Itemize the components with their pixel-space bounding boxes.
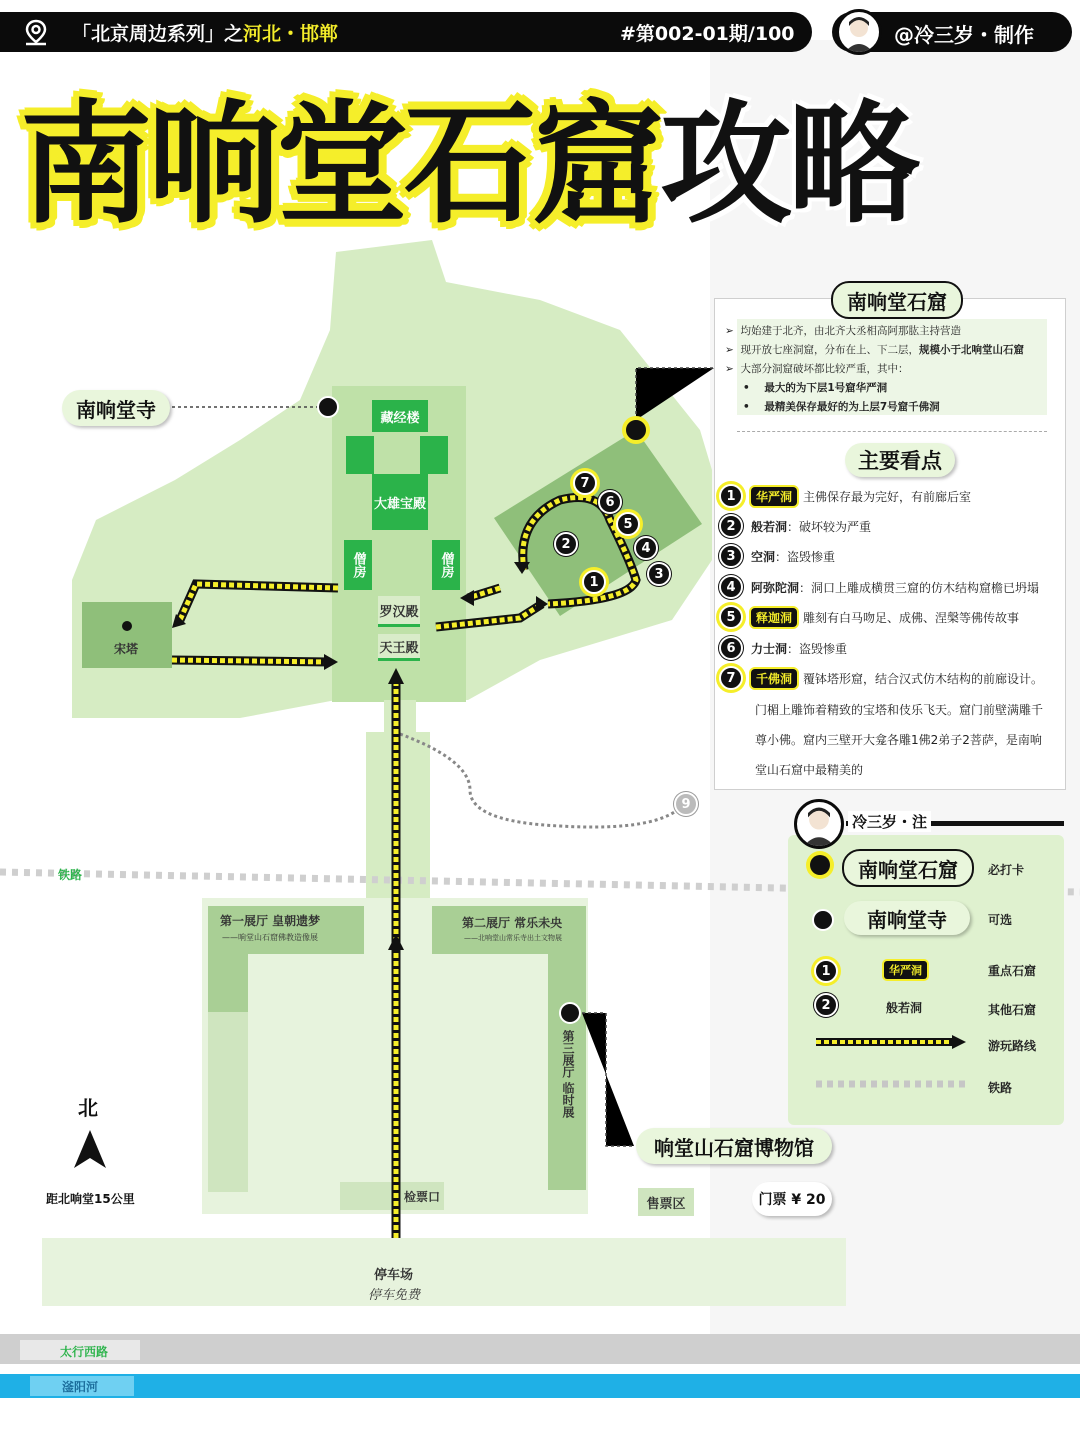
heavenly-kings-hall[interactable]: 天王殿 xyxy=(378,634,420,661)
parking-label: 停车场 xyxy=(374,1268,414,1283)
info-box xyxy=(714,289,1066,790)
legend-route-sample xyxy=(814,1033,970,1051)
song-pagoda-label[interactable]: 宋塔 xyxy=(114,642,139,656)
legend-item3-num: 1 xyxy=(814,959,838,983)
legend-item3-desc: 重点石窟 xyxy=(988,964,1037,978)
distance-note: 距北响堂15公里 xyxy=(46,1192,135,1206)
trail-to-9 xyxy=(400,734,684,827)
north-arrow-icon xyxy=(74,1130,106,1168)
monk-room-right[interactable]: 僧房 xyxy=(432,540,460,590)
ticket-gate-label[interactable]: 检票口 xyxy=(404,1190,441,1204)
site7-detail-1: 门楣上雕饰着精致的宝塔和伎乐飞天。窟门前壁满雕千 xyxy=(755,703,1044,717)
legend-grotto-marker xyxy=(810,855,830,875)
site-row-7[interactable]: 7 千佛洞 覆钵塔形窟，结合汉式仿木结构的前廊设计。 xyxy=(719,665,1043,691)
legend-item1-desc: 必打卡 xyxy=(988,863,1025,877)
site-row-6[interactable]: 6 力士洞 ：盗毁惨重 xyxy=(719,635,847,661)
railway-label: 铁路 xyxy=(58,868,83,882)
title-main: 南响堂石窟 xyxy=(20,88,660,242)
legend-railway-sample xyxy=(816,1079,970,1089)
river-label: 滏阳河 xyxy=(62,1380,99,1394)
site-row-1[interactable]: 1 华严洞 主佛保存最为完好，有前廊后室 xyxy=(719,483,971,509)
hall3-label: 第三展厅 临时展 xyxy=(561,1030,575,1119)
info-divider xyxy=(737,431,1047,432)
grotto-marker[interactable] xyxy=(624,418,648,442)
legend-item5-desc: 游玩路线 xyxy=(988,1039,1037,1053)
issue-number: #第002-01期/100 xyxy=(620,23,795,45)
site-row-3[interactable]: 3 空洞 ：盗毁惨重 xyxy=(719,543,835,569)
north-label: 北 xyxy=(78,1096,98,1120)
pagoda-dot xyxy=(122,621,132,631)
site7-detail-2: 尊小佛。窟内三壁开大龛各雕1佛2弟子2菩萨，是南响 xyxy=(755,733,1042,747)
cave-marker-2[interactable]: 2 xyxy=(554,532,578,556)
temple-marker[interactable] xyxy=(318,397,338,417)
legend-item4-desc: 其他石窟 xyxy=(988,1003,1037,1017)
site7-detail-3: 堂山石窟中最精美的 xyxy=(755,763,864,777)
hall1-wing xyxy=(208,954,248,1012)
marker-9[interactable]: 9 xyxy=(674,792,698,816)
museum-label[interactable]: 响堂山石窟博物馆 xyxy=(636,1128,832,1164)
hall1-title: 第一展厅 皇朝遗梦 xyxy=(220,914,321,928)
song-pagoda-area xyxy=(82,602,172,668)
cave-marker-6[interactable]: 6 xyxy=(598,490,622,514)
legend-item2-desc: 可选 xyxy=(988,913,1013,927)
scripture-tower[interactable]: 藏经楼 xyxy=(372,400,428,432)
temple-block-right xyxy=(420,436,448,474)
legend-item1-label: 南响堂石窟 xyxy=(842,849,974,887)
legend-item4-num: 2 xyxy=(814,993,838,1017)
temple-label[interactable]: 南响堂寺 xyxy=(62,390,170,426)
legend-item4-label: 般若洞 xyxy=(886,1001,923,1015)
site-row-5[interactable]: 5 释迦洞 雕刻有白马吻足、成佛、涅槃等佛传故事 xyxy=(719,604,1019,630)
cave-marker-7[interactable]: 7 xyxy=(573,471,597,495)
info-sub-bullet-1: • 最大的为下层1号窟华严洞 xyxy=(743,382,888,394)
info-sub-bullet-2: • 最精美保存最好的为上层7号窟千佛洞 xyxy=(743,401,940,413)
legend-title: 冷三岁・注 xyxy=(848,811,931,832)
hall1-wing-lower xyxy=(208,1012,248,1192)
road-band xyxy=(0,1334,1080,1364)
legend-item2-label: 南响堂寺 xyxy=(844,901,970,935)
parking-note: 停车免费 xyxy=(368,1288,421,1303)
museum-connector xyxy=(582,1013,634,1146)
cave-marker-5[interactable]: 5 xyxy=(616,512,640,536)
hall1-subtitle: ——响堂山石窟佛教造像展 xyxy=(222,933,318,942)
legend-temple-marker xyxy=(812,909,834,931)
info-bullet-3: ➢ 大部分洞窟破坏都比较严重，其中： xyxy=(725,363,909,375)
temple-block-left xyxy=(346,436,374,474)
author-name: @冷三岁・制作 xyxy=(894,23,1034,47)
cave-marker-3[interactable]: 3 xyxy=(647,562,671,586)
arhat-hall[interactable]: 罗汉殿 xyxy=(378,596,420,627)
road-label: 太行西路 xyxy=(60,1345,109,1359)
cave-marker-4[interactable]: 4 xyxy=(634,536,658,560)
info-bullet-2: ➢ 现开放七座洞窟，分布在上、下二层，规模小于北响堂山石窟 xyxy=(725,344,1024,356)
info-bullet-1: ➢ 均始建于北齐，由北齐大丞相高阿那肱主持营造 xyxy=(725,325,961,337)
museum-marker[interactable] xyxy=(560,1003,580,1023)
hall2-subtitle: ——北响堂山常乐寺出土文物展 xyxy=(464,934,562,942)
parking-area xyxy=(42,1238,846,1306)
ticket-price: 门票 ¥ 20 xyxy=(752,1182,832,1216)
ticket-office[interactable]: 售票区 xyxy=(638,1188,694,1216)
hall2-title: 第二展厅 常乐未央 xyxy=(462,916,563,930)
site-row-2[interactable]: 2 般若洞 ：破坏较为严重 xyxy=(719,513,871,539)
monk-room-left[interactable]: 僧房 xyxy=(344,540,372,590)
info-title: 南响堂石窟 xyxy=(831,281,963,319)
legend-item6-desc: 铁路 xyxy=(988,1081,1013,1095)
site-row-4[interactable]: 4 阿弥陀洞 ：洞口上雕成横贯三窟的仿木结构窟檐已坍塌 xyxy=(719,574,1039,600)
river-band xyxy=(0,1374,1080,1398)
legend-box xyxy=(788,813,1064,1125)
legend-avatar xyxy=(794,799,844,849)
legend-item3-label: 华严洞 xyxy=(884,961,927,979)
title-suffix: 攻略 xyxy=(660,88,916,242)
series-label: 「北京周边系列」之河北・邯郸 xyxy=(72,23,339,45)
main-hall[interactable]: 大雄宝殿 xyxy=(372,474,428,530)
cave-marker-1[interactable]: 1 xyxy=(582,570,606,594)
highlights-title: 主要看点 xyxy=(845,443,955,477)
